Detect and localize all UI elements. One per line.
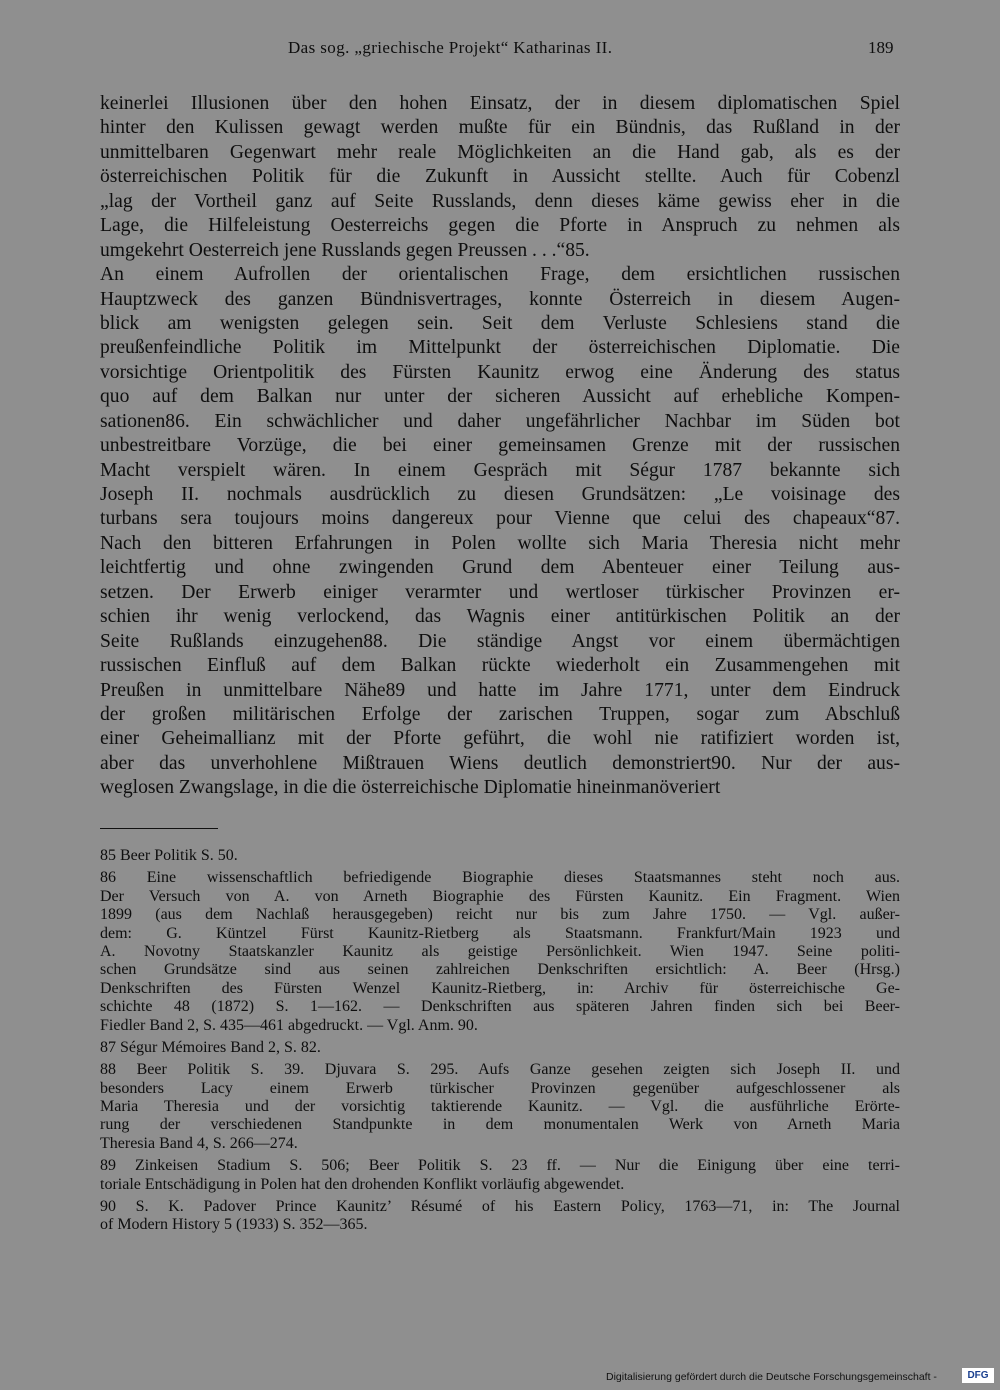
body-line: „lag der Vortheil ganz auf Seite Russlands, denn dieses käme gewiss eher in die [100, 190, 900, 212]
body-line: schien ihr wenig verlockend, das Wagnis einer antitürkischen Politik an der [100, 606, 900, 628]
footnote-line: 89 Zinkeisen Stadium S. 506; Beer Politik S. 23 ff. — Nur die Einigung über eine terri- [100, 1157, 900, 1175]
funding-footer: Digitalisierung gefördert durch die Deutsche Forschungsgemeinschaft - [606, 1371, 937, 1383]
footnote-line: besonders Lacy einem Erwerb türkischer Provinzen gegenüber aufgeschlossener als [100, 1079, 900, 1097]
footnote-line: of Modern History 5 (1933) S. 352—365. [100, 1216, 368, 1234]
footnote-line: Der Versuch von A. von Arneth Biographie des Fürsten Kaunitz. Ein Fragment. Wien [100, 887, 900, 905]
body-line: Hauptzweck des ganzen Bündnisvertrages, konnte Österreich in diesem Augen- [100, 288, 900, 310]
body-line: blick am wenigsten gelegen sein. Seit dem Verluste Schlesiens stand die [100, 312, 900, 334]
body-line: Preußen in unmittelbare Nähe89 und hatte im Jahre 1771, unter dem Eindruck [100, 679, 900, 701]
body-line: unbestreitbare Vorzüge, die bei einer gemeinsamen Grenze mit der russischen [100, 435, 900, 457]
footnote [100, 1198, 900, 1235]
body-line: preußenfeindliche Politik im Mittelpunkt der österreichischen Diplomatie. Die [100, 337, 900, 359]
body-line: keinerlei Illusionen über den hohen Einsatz, der in diesem diplomatischen Spiel [100, 93, 900, 114]
body-line: Nach den bitteren Erfahrungen in Polen wollte sich Maria Theresia nicht mehr [100, 532, 900, 554]
body-line: setzen. Der Erwerb einiger verarmter und wertloser türkischer Provinzen er- [100, 581, 900, 603]
footnote-line: Maria Theresia und der vorsichtig taktierende Kaunitz. — Vgl. die ausführliche Erörte- [100, 1098, 900, 1116]
footnote-line: 88 Beer Politik S. 39. Djuvara S. 295. Aufs Ganze gesehen zeigten sich Joseph II. und [100, 1061, 900, 1079]
footnote [100, 847, 900, 865]
body-text [100, 92, 900, 801]
body-line: turbans sera toujours moins dangereux pour Vienne que celui des chapeaux“87. [100, 508, 900, 530]
footnote-line: schen Grundsätze sind aus seinen zahlreichen Denkschriften ersichtlich: A. Beer (Hrsg.) [100, 961, 900, 979]
body-line: Joseph II. nochmals ausdrücklich zu diesen Grundsätzen: „Le voisinage des [100, 484, 900, 505]
footnote [100, 869, 900, 1035]
body-line: leichtfertig und ohne zwingenden Grund dem Abenteuer einer Teilung aus- [100, 557, 900, 579]
footnote-line: Denkschriften des Fürsten Wenzel Kaunitz-Rietberg, in: Archiv für österreichische Ge- [100, 979, 900, 997]
body-line: russischen Einfluß auf dem Balkan rückte wiederholt ein Zusammengehen mit [100, 655, 900, 677]
body-line: Lage, die Hilfeleistung Oesterreichs gegen die Pforte in Anspruch zu nehmen als [100, 215, 900, 237]
body-line: Seite Rußlands einzugehen88. Die ständige Angst vor einem übermächtigen [100, 630, 900, 652]
footnote [100, 1061, 900, 1153]
body-line: einer Geheimallianz mit der Pforte geführt, die wohl nie ratifiziert worden ist, [100, 728, 900, 750]
footnote-line: schichte 48 (1872) S. 1—162. — Denkschriften aus späteren Jahren finden sich bei Beer- [100, 998, 900, 1016]
footnote-line: Fiedler Band 2, S. 435—461 abgedruckt. — Vgl. Anm. 90. [100, 1016, 478, 1034]
body-line: weglosen Zwangslage, in die die österreichische Diplomatie hineinmanöveriert [100, 777, 721, 799]
body-line: der großen militärischen Erfolge der zarischen Truppen, sogar zum Abschluß [100, 703, 900, 725]
footnote-line: rung der verschiedenen Standpunkte in dem monumentalen Werk von Arneth Maria [100, 1116, 900, 1134]
page-number: 189 [868, 38, 894, 57]
footnote-line: Theresia Band 4, S. 266—274. [100, 1134, 298, 1152]
body-line: unmittelbaren Gegenwart mehr reale Möglichkeiten an die Hand gab, als es der [100, 141, 900, 163]
footnotes [100, 847, 900, 1239]
footnote-line: A. Novotny Staatskanzler Kaunitz als geistige Persönlichkeit. Wien 1947. Seine politi- [100, 942, 900, 960]
footnote-separator [100, 828, 218, 829]
footnote-line: 90 S. K. Padover Prince Kaunitz’ Résumé of his Eastern Policy, 1763—71, in: The Journal [100, 1198, 900, 1216]
footnote [100, 1157, 900, 1194]
body-line: An einem Aufrollen der orientalischen Frage, dem ersichtlichen russischen [100, 264, 900, 286]
footnote-line: 85 Beer Politik S. 50. [100, 847, 238, 864]
footnote-line: 86 Eine wissenschaftlich befriedigende Biographie dieses Staatsmannes steht noch aus. [100, 869, 900, 887]
footnote-line: dem: G. Küntzel Fürst Kaunitz-Rietberg als Staatsmann. Frankfurt/Main 1923 und [100, 924, 900, 942]
body-line: aber das unverhohlene Mißtrauen Wiens deutlich demonstriert90. Nur der aus- [100, 752, 900, 774]
body-line: sationen86. Ein schwächlicher und daher ungefährlicher Nachbar im Süden bot [100, 410, 900, 432]
footnote-line: 87 Ségur Mémoires Band 2, S. 82. [100, 1038, 321, 1056]
dfg-logo: DFG [962, 1368, 994, 1383]
body-line: umgekehrt Oesterreich jene Russlands gegen Preussen . . .“85. [100, 239, 590, 261]
body-line: vorsichtige Orientpolitik des Fürsten Kaunitz erwog eine Änderung des status [100, 361, 900, 383]
body-line: quo auf dem Balkan nur unter der sicheren Aussicht auf erhebliche Kompen- [100, 386, 900, 408]
running-header-title: Das sog. „griechische Projekt“ Katharinas II. [288, 38, 613, 57]
footnote [100, 1039, 900, 1057]
body-line: Macht verspielt wären. In einem Gespräch mit Ségur 1787 bekannte sich [100, 459, 900, 481]
body-line: hinter den Kulissen gewagt werden mußte für ein Bündnis, das Rußland in der [100, 117, 900, 139]
body-line: österreichischen Politik für die Zukunft in Aussicht stellte. Auch für Cobenzl [100, 166, 900, 188]
footnote-line: toriale Entschädigung in Polen hat den drohenden Konflikt vorläufig abgewendet. [100, 1175, 625, 1193]
footnote-line: 1899 (aus dem Nachlaß herausgegeben) reicht nur bis zum Jahre 1750. — Vgl. außer- [100, 906, 900, 924]
